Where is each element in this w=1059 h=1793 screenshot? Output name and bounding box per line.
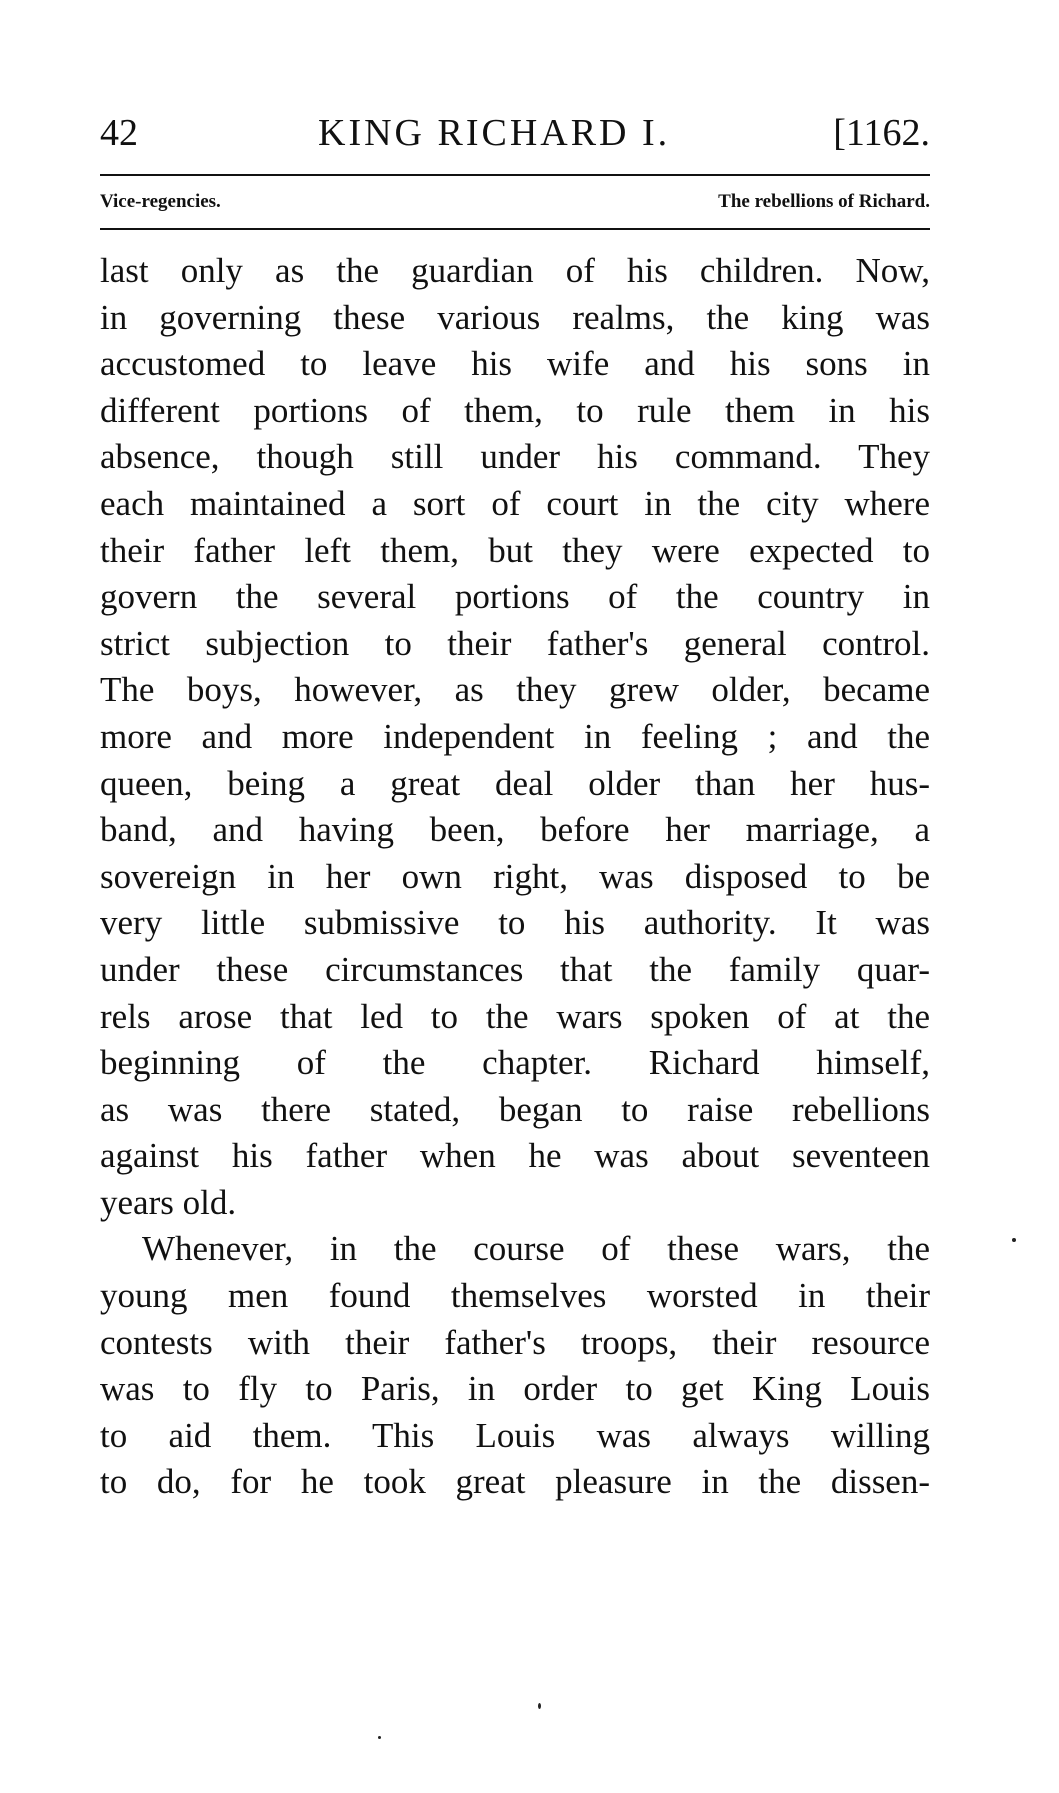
print-speck [538, 1703, 541, 1709]
text-line: as was there stated, began to raise rebellions [100, 1089, 930, 1129]
text-line: different portions of them, to rule them in his [100, 390, 930, 430]
page-number: 42 [100, 112, 138, 154]
side-note-right: The rebellions of Richard. [718, 191, 930, 212]
text-line: years old. [100, 1182, 237, 1222]
text-line: beginning of the chapter. Richard himself, [100, 1043, 930, 1083]
text-line: to aid them. This Louis was always willing [100, 1415, 930, 1455]
text-line: against his father when he was about seventeen [100, 1136, 930, 1176]
text-line: rels arose that led to the wars spoken of at the [100, 996, 930, 1036]
chapter-year: [1162. [833, 112, 930, 154]
running-head [100, 108, 930, 158]
body-text [100, 248, 930, 1506]
text-line: each maintained a sort of court in the city where [100, 483, 930, 523]
text-line: sovereign in her own right, was disposed to be [100, 856, 930, 896]
header-rule-top [100, 174, 930, 176]
text-line: absence, though still under his command. They [100, 437, 930, 477]
paragraph-2 [100, 1226, 930, 1506]
text-line: queen, being a great deal older than her hus- [100, 763, 930, 803]
text-line: accustomed to leave his wife and his sons in [100, 344, 930, 384]
text-line: very little submissive to his authority. It was [100, 903, 930, 943]
text-line: The boys, however, as they grew older, became [100, 670, 930, 710]
text-line: their father left them, but they were expected to [100, 530, 930, 570]
paragraph-1 [100, 248, 930, 1226]
text-line: strict subjection to their father's general control. [100, 623, 930, 663]
text-line: more and more independent in feeling ; and the [100, 716, 930, 756]
text-line: in governing these various realms, the king was [100, 297, 930, 337]
text-line: was to fly to Paris, in order to get King Louis [100, 1369, 930, 1409]
text-line: under these circumstances that the family quar- [100, 949, 930, 989]
text-line: young men found themselves worsted in their [100, 1276, 930, 1316]
text-line: contests with their father's troops, their resource [100, 1322, 930, 1362]
book-title: KING RICHARD I. [318, 112, 671, 154]
side-notes [100, 181, 930, 223]
text-line: Whenever, in the course of these wars, the [142, 1229, 930, 1269]
text-line: govern the several portions of the country in [100, 577, 930, 617]
text-line: last only as the guardian of his children. Now, [100, 251, 930, 290]
print-speck [378, 1736, 381, 1739]
text-line: to do, for he took great pleasure in the dissen- [100, 1462, 930, 1502]
text-line: band, and having been, before her marriage, a [100, 810, 930, 850]
print-speck [1012, 1238, 1016, 1242]
side-note-left: Vice-regencies. [100, 191, 221, 212]
header-rule-bottom [100, 228, 930, 230]
